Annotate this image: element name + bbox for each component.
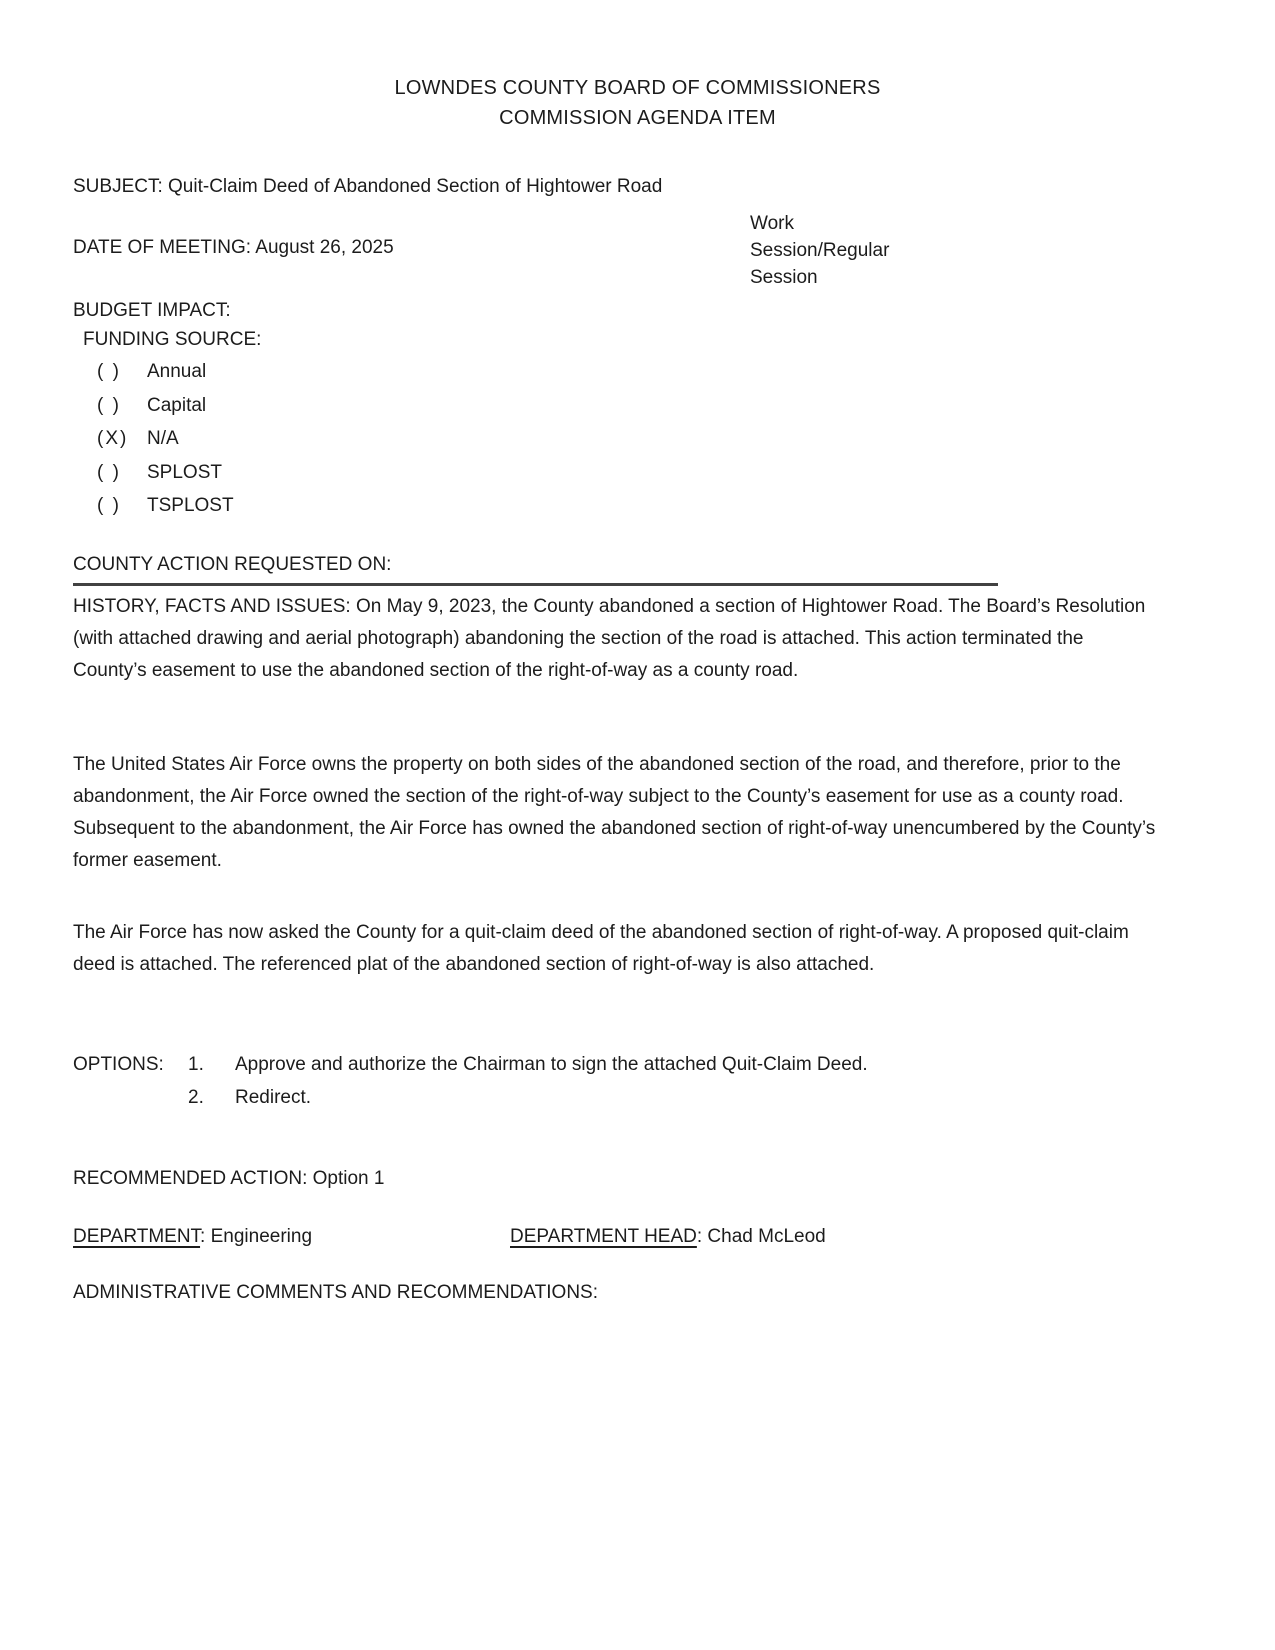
option-2-number: 2. — [188, 1087, 204, 1108]
checkbox-annual: ( ) — [97, 361, 121, 382]
funding-option-na — [97, 422, 234, 456]
document-title — [0, 73, 1275, 133]
funding-option-capital — [97, 389, 234, 423]
meeting-date: DATE OF MEETING: August 26, 2025 — [73, 237, 394, 258]
county-action-heading: COUNTY ACTION REQUESTED ON: — [73, 552, 998, 586]
funding-option-label: TSPLOST — [147, 495, 234, 516]
history-paragraph-1: HISTORY, FACTS AND ISSUES: On May 9, 2023, the County abandoned a section of Hightower Road. The Board’s Resolution (with attached drawing and aerial photograph) abandoning the section of the road is attached. This action terminated the County’s easement to use the abandoned section of the right-of-way as a county road. — [73, 596, 1146, 681]
history-paragraph-2: The United States Air Force owns the property on both sides of the abandoned section of the road, and therefore, prior to the abandonment, the Air Force owned the section of the right-of-way subject to the County’s easement for use as a county road. Subsequent to the abandonment, the Air Force has owned the abandoned section of right-of-way unencumbered by the County’s former easement. — [73, 754, 1156, 871]
funding-option-label: SPLOST — [147, 461, 222, 483]
checkbox-splost: ( ) — [97, 461, 121, 483]
history-paragraph-3: The Air Force has now asked the County for a quit-claim deed of the abandoned section of right-of-way. A proposed quit-claim deed is attached. The referenced plat of the abandoned section of right-of-way is also attached. — [73, 922, 1129, 975]
department-head-value: : Chad McLeod — [696, 1226, 826, 1247]
option-1-number: 1. — [188, 1054, 204, 1075]
option-1 — [188, 1048, 868, 1081]
option-2 — [188, 1081, 868, 1114]
funding-source-list — [97, 355, 234, 523]
checkbox-tsplost: ( ) — [97, 495, 121, 516]
recommended-action: RECOMMENDED ACTION: Option 1 — [73, 1168, 385, 1189]
funding-option-annual — [97, 355, 234, 389]
department-head-label: DEPARTMENT HEAD — [510, 1226, 697, 1247]
department-head-pair — [510, 1224, 826, 1249]
session-type: Work Session/Regular Session — [750, 213, 890, 288]
department-row — [73, 1224, 1158, 1249]
checkbox-na-checked: (X) — [97, 428, 129, 449]
admin-comments-heading: ADMINISTRATIVE COMMENTS AND RECOMMENDATIONS: — [73, 1282, 598, 1303]
funding-option-label: N/A — [147, 428, 179, 449]
options-list — [188, 1048, 868, 1114]
funding-source-label: FUNDING SOURCE: — [83, 329, 262, 350]
funding-option-label: Capital — [147, 394, 207, 416]
option-1-text: Approve and authorize the Chairman to sign the attached Quit-Claim Deed. — [235, 1054, 868, 1075]
options-label: OPTIONS: — [73, 1054, 164, 1075]
department-label: DEPARTMENT — [73, 1226, 201, 1247]
funding-option-label: Annual — [147, 361, 207, 382]
funding-option-splost — [97, 456, 234, 490]
title-line-board: LOWNDES COUNTY BOARD OF COMMISSIONERS — [394, 77, 881, 99]
checkbox-capital: ( ) — [97, 394, 121, 416]
title-line-agenda-item: COMMISSION AGENDA ITEM — [499, 107, 776, 129]
department-value: : Engineering — [200, 1226, 313, 1247]
options-section — [73, 1048, 868, 1114]
option-2-text: Redirect. — [235, 1087, 312, 1108]
funding-option-tsplost — [97, 489, 234, 523]
subject-line: SUBJECT: Quit-Claim Deed of Abandoned Section of Hightower Road — [73, 176, 663, 197]
budget-impact-label: BUDGET IMPACT: — [73, 300, 231, 321]
